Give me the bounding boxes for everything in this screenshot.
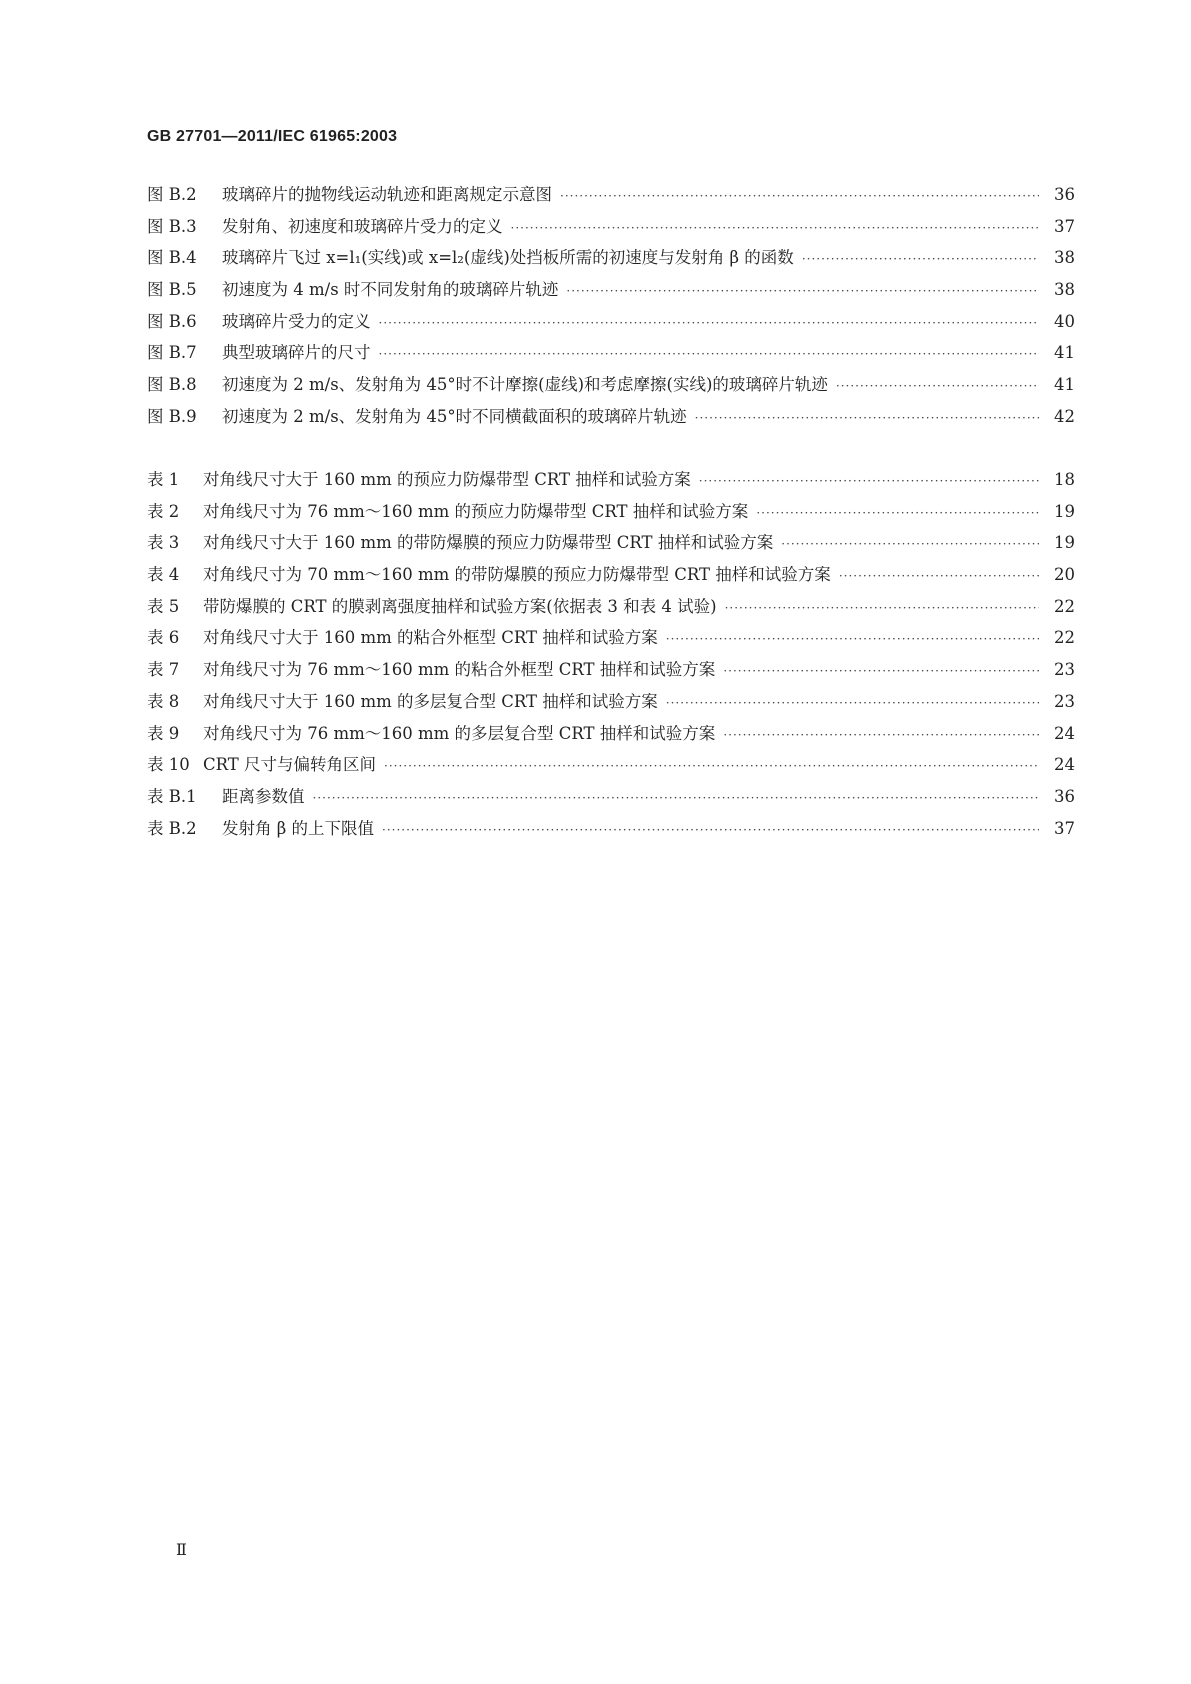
dot-leader bbox=[379, 316, 1040, 330]
dot-leader bbox=[723, 728, 1039, 742]
toc-table-entry[interactable] bbox=[147, 815, 1075, 847]
dot-leader bbox=[725, 601, 1039, 615]
entry-page: 41 bbox=[1054, 375, 1075, 395]
entry-number: 图 B.6 bbox=[147, 311, 197, 331]
entry-title: 初速度为 2 m/s、发射角为 45°时不同横截面积的玻璃碎片轨迹 bbox=[222, 406, 687, 426]
entry-page: 22 bbox=[1054, 596, 1075, 616]
entry-title: CRT 尺寸与偏转角区间 bbox=[203, 755, 377, 775]
entry-title: 对角线尺寸为 70 mm～160 mm 的带防爆膜的预应力防爆带型 CRT 抽样和试验方案 bbox=[203, 565, 831, 585]
toc-figure-entry[interactable] bbox=[147, 181, 1075, 213]
page-number: Ⅱ bbox=[176, 1540, 187, 1559]
toc-table-entry[interactable] bbox=[147, 751, 1075, 783]
entry-title: 对角线尺寸大于 160 mm 的多层复合型 CRT 抽样和试验方案 bbox=[203, 691, 658, 711]
entry-number: 表 5 bbox=[147, 596, 180, 616]
entry-page: 20 bbox=[1054, 565, 1075, 585]
entry-number: 图 B.9 bbox=[147, 406, 197, 426]
entry-page: 19 bbox=[1054, 501, 1075, 521]
entry-title: 对角线尺寸为 76 mm～160 mm 的多层复合型 CRT 抽样和试验方案 bbox=[203, 723, 716, 743]
dot-leader bbox=[511, 221, 1040, 235]
dot-leader bbox=[666, 632, 1039, 646]
dot-leader bbox=[566, 284, 1039, 298]
entry-page: 36 bbox=[1054, 185, 1075, 204]
entry-page: 19 bbox=[1054, 533, 1075, 553]
entry-page: 37 bbox=[1054, 216, 1075, 236]
document-header: GB 27701—2011/IEC 61965:2003 bbox=[147, 128, 398, 145]
toc-figure-entry[interactable] bbox=[147, 213, 1075, 245]
entry-page: 24 bbox=[1054, 755, 1075, 775]
entry-title: 典型玻璃碎片的尺寸 bbox=[222, 343, 371, 363]
entry-title: 初速度为 2 m/s、发射角为 45°时不计摩擦(虚线)和考虑摩擦(实线)的玻璃碎片轨迹 bbox=[222, 375, 828, 395]
entry-number: 表 7 bbox=[147, 660, 180, 680]
dot-leader bbox=[560, 189, 1039, 203]
entry-title: 玻璃碎片受力的定义 bbox=[222, 311, 371, 331]
entry-page: 23 bbox=[1054, 691, 1075, 711]
entry-title: 对角线尺寸大于 160 mm 的粘合外框型 CRT 抽样和试验方案 bbox=[203, 628, 658, 648]
entry-number: 图 B.7 bbox=[147, 343, 197, 363]
dot-leader bbox=[836, 379, 1039, 393]
entry-number: 图 B.3 bbox=[147, 216, 197, 236]
toc-table-entry[interactable] bbox=[147, 498, 1075, 530]
toc-figure-entry[interactable] bbox=[147, 308, 1075, 340]
entry-number: 表 4 bbox=[147, 565, 180, 585]
entry-number: 表 B.2 bbox=[147, 818, 197, 838]
toc-table-entry[interactable] bbox=[147, 561, 1075, 593]
entry-number: 表 10 bbox=[147, 755, 190, 775]
dot-leader bbox=[756, 506, 1039, 520]
entry-title: 距离参数值 bbox=[222, 786, 305, 806]
entry-page: 18 bbox=[1054, 470, 1075, 489]
table-list bbox=[147, 466, 1075, 846]
entry-number: 表 8 bbox=[147, 691, 180, 711]
entry-number: 图 B.8 bbox=[147, 375, 197, 395]
entry-title: 带防爆膜的 CRT 的膜剥离强度抽样和试验方案(依据表 3 和表 4 试验) bbox=[203, 596, 717, 616]
entry-title: 对角线尺寸大于 160 mm 的预应力防爆带型 CRT 抽样和试验方案 bbox=[203, 470, 691, 489]
entry-title: 玻璃碎片飞过 x=l₁(实线)或 x=l₂(虚线)处挡板所需的初速度与发射角 β 的函数 bbox=[222, 248, 794, 268]
dot-leader bbox=[384, 759, 1039, 773]
entry-page: 42 bbox=[1054, 406, 1075, 426]
entry-page: 36 bbox=[1054, 786, 1075, 806]
entry-number: 图 B.5 bbox=[147, 280, 197, 300]
entry-number: 图 B.2 bbox=[147, 185, 197, 204]
toc-figure-entry[interactable] bbox=[147, 371, 1075, 403]
entry-title: 初速度为 4 m/s 时不同发射角的玻璃碎片轨迹 bbox=[222, 280, 559, 300]
entry-page: 40 bbox=[1054, 311, 1075, 331]
toc-figure-entry[interactable] bbox=[147, 244, 1075, 276]
entry-page: 38 bbox=[1054, 248, 1075, 268]
dot-leader bbox=[839, 569, 1039, 583]
dot-leader bbox=[695, 411, 1039, 425]
dot-leader bbox=[313, 791, 1040, 805]
entry-number: 表 B.1 bbox=[147, 786, 197, 806]
entry-page: 41 bbox=[1054, 343, 1075, 363]
dot-leader bbox=[723, 664, 1039, 678]
toc-table-entry[interactable] bbox=[147, 466, 1075, 498]
entry-page: 37 bbox=[1054, 818, 1075, 838]
figure-list bbox=[147, 181, 1075, 435]
dot-leader bbox=[666, 696, 1039, 710]
entry-page: 24 bbox=[1054, 723, 1075, 743]
entry-number: 表 3 bbox=[147, 533, 180, 553]
entry-number: 表 6 bbox=[147, 628, 180, 648]
entry-page: 38 bbox=[1054, 280, 1075, 300]
entry-title: 对角线尺寸为 76 mm～160 mm 的预应力防爆带型 CRT 抽样和试验方案 bbox=[203, 501, 749, 521]
entry-title: 对角线尺寸为 76 mm～160 mm 的粘合外框型 CRT 抽样和试验方案 bbox=[203, 660, 716, 680]
toc-figure-entry[interactable] bbox=[147, 339, 1075, 371]
entry-number: 表 2 bbox=[147, 501, 180, 521]
entry-title: 对角线尺寸大于 160 mm 的带防爆膜的预应力防爆带型 CRT 抽样和试验方案 bbox=[203, 533, 774, 553]
entry-number: 表 9 bbox=[147, 723, 180, 743]
toc-figure-entry[interactable] bbox=[147, 403, 1075, 435]
toc-table-entry[interactable] bbox=[147, 529, 1075, 561]
toc-table-entry[interactable] bbox=[147, 783, 1075, 815]
entry-page: 23 bbox=[1054, 660, 1075, 680]
toc-table-entry[interactable] bbox=[147, 656, 1075, 688]
toc-table-entry[interactable] bbox=[147, 624, 1075, 656]
entry-number: 图 B.4 bbox=[147, 248, 197, 268]
dot-leader bbox=[802, 252, 1039, 266]
dot-leader bbox=[781, 537, 1039, 551]
toc-table-entry[interactable] bbox=[147, 593, 1075, 625]
entry-title: 发射角 β 的上下限值 bbox=[222, 818, 375, 838]
entry-number: 表 1 bbox=[147, 470, 180, 489]
dot-leader bbox=[699, 474, 1039, 488]
entry-title: 玻璃碎片的抛物线运动轨迹和距离规定示意图 bbox=[222, 185, 552, 204]
entry-page: 22 bbox=[1054, 628, 1075, 648]
dot-leader bbox=[382, 823, 1039, 837]
toc-table-entry[interactable] bbox=[147, 688, 1075, 720]
dot-leader bbox=[379, 347, 1040, 361]
toc-figure-entry[interactable] bbox=[147, 276, 1075, 308]
toc-table-entry[interactable] bbox=[147, 720, 1075, 752]
entry-title: 发射角、初速度和玻璃碎片受力的定义 bbox=[222, 216, 503, 236]
